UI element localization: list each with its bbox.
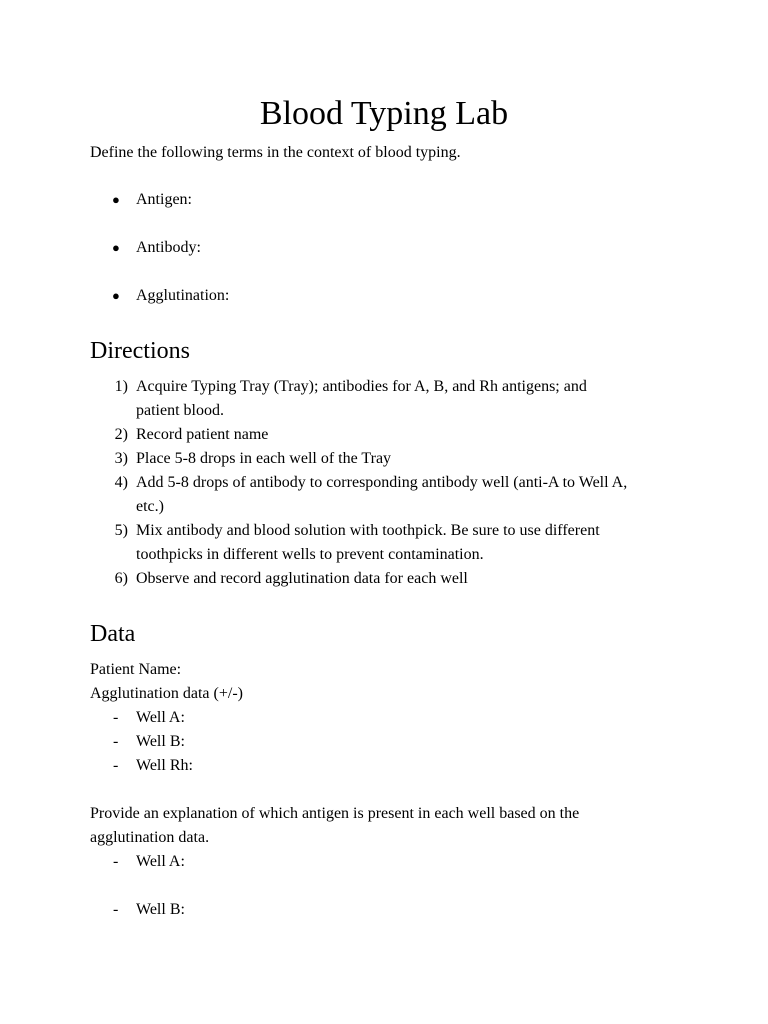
explanation-text: Provide an explanation of which antigen is present in each well based on the [90,805,580,822]
dash-icon: - [113,757,119,774]
explanation-well-b-label: Well B: [136,901,185,918]
step-text: toothpicks in different wells to prevent contamination. [136,546,484,563]
dash-icon: - [113,901,119,918]
step-number: 5) [114,522,128,539]
bullet-icon: ● [112,288,120,303]
explanation-text: agglutination data. [90,829,210,846]
step-text: Place 5-8 drops in each well of the Tray [136,450,392,467]
bullet-icon: ● [112,240,120,255]
dash-icon: - [113,853,119,870]
step-number: 1) [114,378,128,395]
intro-text: Define the following terms in the context of blood typing. [90,144,461,161]
step-text: Record patient name [136,426,269,443]
step-text: patient blood. [136,402,224,419]
dash-icon: - [113,733,119,750]
term-antigen: Antigen: [136,191,192,208]
step-number: 2) [114,426,128,443]
step-text: Add 5-8 drops of antibody to corresponding antibody well (anti-A to Well A, [136,474,628,491]
bullet-icon: ● [112,192,120,207]
step-text: Mix antibody and blood solution with toothpick. Be sure to use different [136,522,600,539]
dash-icon: - [113,709,119,726]
term-agglutination: Agglutination: [136,287,230,304]
step-text: etc.) [136,498,164,515]
data-heading: Data [90,621,136,647]
page-title: Blood Typing Lab [259,95,509,132]
step-number: 4) [114,474,128,491]
explanation-well-a-label: Well A: [136,853,185,870]
well-a-label: Well A: [136,709,185,726]
well-b-label: Well B: [136,733,185,750]
term-antibody: Antibody: [136,239,201,256]
directions-heading: Directions [90,338,190,364]
step-number: 3) [114,450,128,467]
agglutination-label: Agglutination data (+/-) [90,685,243,702]
patient-name-label: Patient Name: [90,661,182,678]
well-rh-label: Well Rh: [136,757,193,774]
step-text: Acquire Typing Tray (Tray); antibodies for A, B, and Rh antigens; and [136,378,587,395]
step-text: Observe and record agglutination data for each well [136,570,468,587]
step-number: 6) [114,570,128,587]
